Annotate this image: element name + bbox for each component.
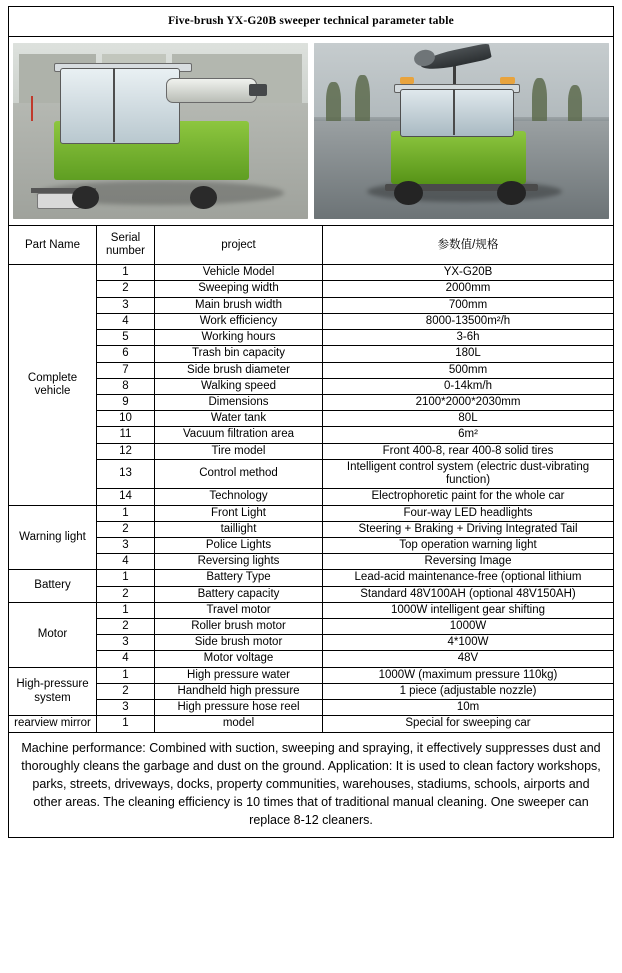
photo-row — [9, 37, 614, 226]
sweeper-with-mist-cannon-photo — [314, 43, 609, 219]
table-row — [9, 554, 614, 570]
cell-project: High pressure water — [155, 667, 323, 683]
cell-value: 10m — [323, 700, 614, 716]
table-row — [9, 378, 614, 394]
cell-serial: 2 — [97, 683, 155, 699]
table-row — [9, 537, 614, 553]
cell-serial: 5 — [97, 330, 155, 346]
cell-serial: 11 — [97, 427, 155, 443]
cell-project: Working hours — [155, 330, 323, 346]
table-row — [9, 313, 614, 329]
cell-project: High pressure hose reel — [155, 700, 323, 716]
cell-value: Special for sweeping car — [323, 716, 614, 732]
cell-serial: 4 — [97, 313, 155, 329]
group-label-high-pressure-system: High-pressure system — [9, 667, 97, 716]
cell-project: taillight — [155, 521, 323, 537]
cell-serial: 10 — [97, 411, 155, 427]
cell-value: 80L — [323, 411, 614, 427]
cell-serial: 4 — [97, 651, 155, 667]
group-label-motor: Motor — [9, 602, 97, 667]
cell-value: 8000-13500m²/h — [323, 313, 614, 329]
table-row — [9, 394, 614, 410]
cell-value: YX-G20B — [323, 265, 614, 281]
table-row — [9, 281, 614, 297]
header-serial-number: Serial number — [97, 226, 155, 265]
cell-serial: 3 — [97, 700, 155, 716]
table-row — [9, 459, 614, 488]
cell-project: Technology — [155, 489, 323, 505]
sweeper-left-view-photo — [13, 43, 308, 219]
header-value: 参数值/规格 — [323, 226, 614, 265]
cell-serial: 7 — [97, 362, 155, 378]
cell-serial: 6 — [97, 346, 155, 362]
header-part-name: Part Name — [9, 226, 97, 265]
specification-table — [8, 6, 614, 733]
cell-serial: 1 — [97, 570, 155, 586]
cell-serial: 3 — [97, 635, 155, 651]
table-row — [9, 330, 614, 346]
cell-project: Walking speed — [155, 378, 323, 394]
table-row — [9, 635, 614, 651]
cell-project: Front Light — [155, 505, 323, 521]
table-row — [9, 619, 614, 635]
cell-project: Side brush diameter — [155, 362, 323, 378]
cell-value: 180L — [323, 346, 614, 362]
cell-serial: 12 — [97, 443, 155, 459]
cell-project: Trash bin capacity — [155, 346, 323, 362]
cell-project: Motor voltage — [155, 651, 323, 667]
cell-serial: 1 — [97, 602, 155, 618]
group-label-warning-light: Warning light — [9, 505, 97, 570]
cell-project: model — [155, 716, 323, 732]
cell-value: Top operation warning light — [323, 537, 614, 553]
cell-project: Tire model — [155, 443, 323, 459]
cell-value: Standard 48V100AH (optional 48V150AH) — [323, 586, 614, 602]
cell-project: Work efficiency — [155, 313, 323, 329]
table-row — [9, 602, 614, 618]
cell-value: 4*100W — [323, 635, 614, 651]
cell-value: Steering + Braking + Driving Integrated Tail — [323, 521, 614, 537]
cell-serial: 2 — [97, 281, 155, 297]
group-label-complete-vehicle: Complete vehicle — [9, 265, 97, 505]
page-title: Five-brush YX-G20B sweeper technical parameter table — [9, 7, 614, 37]
cell-project: Battery Type — [155, 570, 323, 586]
cell-serial: 14 — [97, 489, 155, 505]
table-row — [9, 411, 614, 427]
table-row — [9, 521, 614, 537]
photo-gallery — [9, 37, 614, 226]
cell-project: Reversing lights — [155, 554, 323, 570]
cell-serial: 3 — [97, 297, 155, 313]
cell-value: 1 piece (adjustable nozzle) — [323, 683, 614, 699]
cell-project: Roller brush motor — [155, 619, 323, 635]
cell-value: 1000W (maximum pressure 110kg) — [323, 667, 614, 683]
table-row — [9, 651, 614, 667]
table-row — [9, 265, 614, 281]
cell-value: Reversing Image — [323, 554, 614, 570]
table-row — [9, 443, 614, 459]
table-row — [9, 700, 614, 716]
cell-serial: 3 — [97, 537, 155, 553]
cell-project: Police Lights — [155, 537, 323, 553]
cell-project: Handheld high pressure — [155, 683, 323, 699]
title-row — [9, 7, 614, 37]
cell-value: 2100*2000*2030mm — [323, 394, 614, 410]
cell-value: 6m² — [323, 427, 614, 443]
table-row — [9, 427, 614, 443]
table-row — [9, 716, 614, 732]
group-label-rearview-mirror: rearview mirror — [9, 716, 97, 732]
cell-project: Travel motor — [155, 602, 323, 618]
cell-project: Dimensions — [155, 394, 323, 410]
header-project: project — [155, 226, 323, 265]
cell-value: 1000W intelligent gear shifting — [323, 602, 614, 618]
table-row — [9, 570, 614, 586]
cell-value: 700mm — [323, 297, 614, 313]
cell-serial: 2 — [97, 586, 155, 602]
cell-value: 0-14km/h — [323, 378, 614, 394]
cell-value: 3-6h — [323, 330, 614, 346]
cell-serial: 2 — [97, 619, 155, 635]
cell-project: Main brush width — [155, 297, 323, 313]
cell-value: Intelligent control system (electric dust-vibrating function) — [323, 459, 614, 488]
table-row — [9, 505, 614, 521]
table-row — [9, 362, 614, 378]
cell-project: Battery capacity — [155, 586, 323, 602]
table-row — [9, 489, 614, 505]
table-header-row — [9, 226, 614, 265]
cell-serial: 8 — [97, 378, 155, 394]
cell-serial: 1 — [97, 505, 155, 521]
cell-value: Lead-acid maintenance-free (optional lithium — [323, 570, 614, 586]
table-row — [9, 297, 614, 313]
cell-project: Water tank — [155, 411, 323, 427]
cell-serial: 1 — [97, 667, 155, 683]
cell-serial: 1 — [97, 716, 155, 732]
cell-project: Vehicle Model — [155, 265, 323, 281]
cell-serial: 9 — [97, 394, 155, 410]
table-row — [9, 346, 614, 362]
table-row — [9, 667, 614, 683]
cell-serial: 2 — [97, 521, 155, 537]
cell-value: 1000W — [323, 619, 614, 635]
cell-serial: 4 — [97, 554, 155, 570]
table-row — [9, 586, 614, 602]
cell-value: 500mm — [323, 362, 614, 378]
group-label-battery: Battery — [9, 570, 97, 602]
table-row — [9, 683, 614, 699]
machine-performance-note: Machine performance: Combined with suction, sweeping and spraying, it effectively suppresses dust and thoroughly cleans the garbage and dust on the ground. Application: It is used to clean factory workshops, parks, streets, driveways, docks, property communities, warehouses, stadiums, schools, airports and other areas. The cleaning efficiency is 10 times that of traditional manual cleaning. One sweeper can replace 8-12 cleaners. — [8, 733, 614, 839]
cell-value: 48V — [323, 651, 614, 667]
cell-project: Sweeping width — [155, 281, 323, 297]
cell-serial: 13 — [97, 459, 155, 488]
cell-project: Vacuum filtration area — [155, 427, 323, 443]
cell-value: Electrophoretic paint for the whole car — [323, 489, 614, 505]
cell-project: Control method — [155, 459, 323, 488]
cell-value: Four-way LED headlights — [323, 505, 614, 521]
cell-project: Side brush motor — [155, 635, 323, 651]
cell-serial: 1 — [97, 265, 155, 281]
cell-value: 2000mm — [323, 281, 614, 297]
cell-value: Front 400-8, rear 400-8 solid tires — [323, 443, 614, 459]
